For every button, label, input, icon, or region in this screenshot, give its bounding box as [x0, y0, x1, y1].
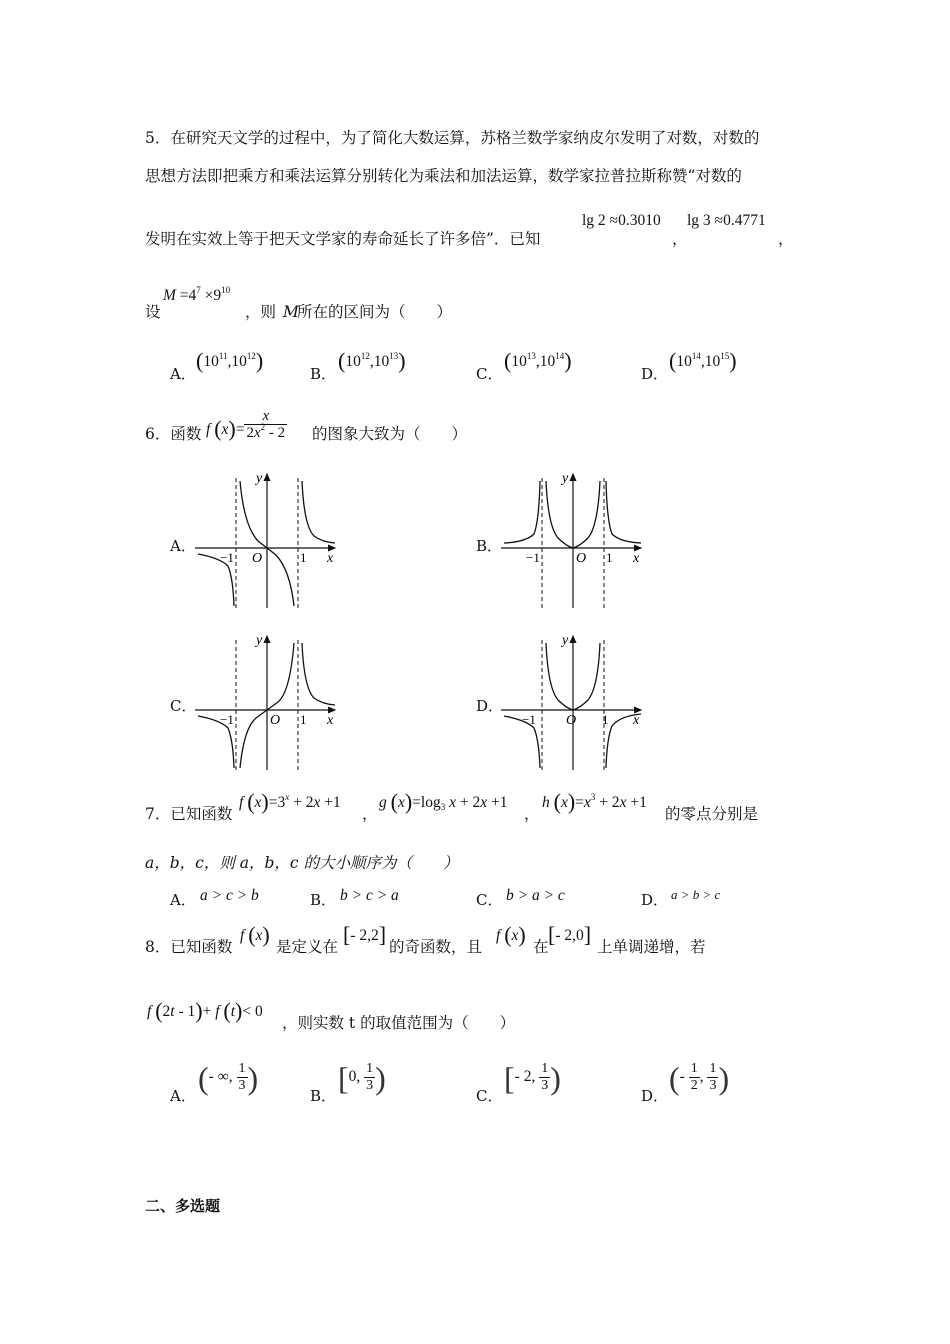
q6-graph-d-y-label: y [562, 633, 569, 648]
q5-option-c-label: C． [476, 365, 503, 383]
q6-graph-b-x-label: x [633, 551, 640, 566]
q6-graph-a-pos: 1 [300, 550, 307, 565]
q6-graph-c-origin: O [270, 713, 281, 728]
q6-graph-c [190, 628, 350, 773]
q8-pre: 8．已知函数 [145, 938, 233, 956]
q5-option-c: $(10^{13},10^{14})$ [504, 348, 572, 373]
q7-option-a-label: A． [170, 891, 196, 909]
q6-graph-d-neg: −1 [522, 712, 536, 727]
q7-sep-2: ， [524, 805, 540, 823]
q5-line-2: 思想方法即把乘方和乘法运算分别转化为乘法和加法运算，数学家拉普拉斯称赞“对数的 [145, 167, 742, 185]
q8-post: 上单调递增，若 [597, 938, 706, 956]
q6-graph-a [190, 466, 350, 611]
q6-graph-b-neg: −1 [526, 550, 540, 565]
q7-option-b-label: B． [310, 891, 337, 909]
q8-inequality: f (2t - 1)+ f (t)< 0 [147, 998, 263, 1023]
q6-graph-c-pos: 1 [300, 712, 307, 727]
q8-option-c-label: C． [476, 1087, 503, 1105]
q6-graph-a-neg: −1 [220, 550, 234, 565]
q6-pre: 6．函数 [145, 425, 202, 443]
q5-option-a: $(10^{11},10^{12})$ [196, 348, 264, 373]
q6-graph-c-neg: −1 [220, 712, 234, 727]
q5-m-equation: $M =4^7 \times 9^{10}$ [163, 285, 231, 304]
q8-line-2-post: ，则实数 t 的取值范围为（ ） [282, 1014, 516, 1032]
q5-option-d: $(10^{14},10^{15})$ [669, 348, 737, 373]
q6-graph-b-y-label: y [562, 471, 569, 486]
q6-post: 的图象大致为（ ） [312, 425, 468, 443]
q6-graph-d [496, 628, 656, 773]
q5-option-b-label: B． [310, 365, 337, 383]
q8-option-d-label: D． [641, 1087, 669, 1105]
q6-graph-d-pos: 1 [602, 712, 609, 727]
q5-line-3: 发明在实效上等于把天文学家的寿命延长了许多倍”．已知 [145, 230, 541, 248]
q6-graph-b-pos: 1 [606, 550, 613, 565]
q8-interval: [- 2,0] [548, 922, 592, 947]
q8-option-c: [- 2, $\frac{1}{3}$ ) [504, 1060, 561, 1096]
q8-fx-1: f (x) [240, 922, 270, 947]
q5-option-d-label: D． [641, 365, 669, 383]
q6-graph-d-origin: O [566, 713, 577, 728]
q6-graph-a-x-label: x [327, 551, 334, 566]
q6-function: f (x)= $\frac{x}{2x^2 - 2}$ [206, 408, 286, 442]
q7-option-c-label: C． [476, 891, 503, 909]
q7-option-d-label: D． [641, 891, 669, 909]
q8-mid-1: 是定义在 [276, 938, 339, 956]
q5-line-4-pre: 设 [145, 303, 161, 321]
q5-line-1: 5．在研究天文学的过程中，为了简化大数运算，苏格兰数学家纳皮尔发明了对数，对数的 [145, 129, 760, 147]
q8-option-b: [0, $\frac{1}{3}$ ) [338, 1060, 386, 1096]
q7-sep-1: ， [362, 805, 378, 823]
q8-mid-2: 的奇函数，且 [389, 938, 483, 956]
q5-lg3: lg 3 ≈0.4771 [687, 212, 766, 229]
q7-option-d: a > b > c [671, 887, 721, 902]
q7-g: g $(x)=\log_3$ x + 2x +1 [379, 789, 508, 814]
q6-graph-c-x-label: x [327, 713, 334, 728]
q6-graph-c-y-label: y [256, 633, 263, 648]
q5-option-b: $(10^{12},10^{13})$ [338, 348, 406, 373]
q6-option-b-label: B． [476, 537, 503, 555]
section-heading: 二、多选题 [145, 1197, 221, 1215]
q5-line-4-m: M [283, 303, 299, 321]
q6-graph-a-origin: O [252, 551, 263, 566]
q6-graph-b [496, 466, 656, 611]
q6-graph-d-x-label: x [633, 713, 640, 728]
q8-option-a: (- ∞, $\frac{1}{3}$ ) [198, 1060, 259, 1096]
q7-line-2: a，b，c，则 a，b，c 的大小顺序为（ ） [145, 854, 459, 872]
q5-line-4-post: ，则 [245, 303, 277, 321]
q7-post: 的零点分别是 [665, 805, 759, 823]
q5-line-4-tail: 所在的区间为（ ） [297, 303, 453, 321]
q7-pre: 7．已知函数 [145, 805, 233, 823]
q7-h: h $(x)=x^3 + 2x +1$ [542, 789, 647, 814]
q8-option-d: (- $\frac{1}{2}$ , $\frac{1}{3}$ ) [669, 1060, 730, 1096]
q6-option-a-label: A． [170, 537, 196, 555]
q7-option-c: b > a > c [506, 887, 565, 904]
q8-fx-2: f (x) [496, 922, 526, 947]
q7-option-a: a > c > b [200, 887, 259, 904]
q6-graph-b-origin: O [576, 551, 587, 566]
q5-option-a-label: A． [170, 365, 196, 383]
q5-lg2: lg 2 ≈0.3010 [582, 212, 661, 229]
q7-option-b: b > c > a [340, 887, 399, 904]
q8-option-a-label: A． [170, 1087, 196, 1105]
q6-option-d-label: D． [476, 697, 504, 715]
q6-option-c-label: C． [170, 697, 197, 715]
q5-sep: ， [672, 230, 688, 248]
q5-end: ， [778, 230, 794, 248]
q8-option-b-label: B． [310, 1087, 337, 1105]
q6-graph-a-y-label: y [256, 471, 263, 486]
q8-domain: [- 2,2] [343, 922, 387, 947]
q7-f: f $(x)=3^x + 2x +1$ [239, 789, 341, 814]
q8-mid-3: 在 [533, 938, 549, 956]
